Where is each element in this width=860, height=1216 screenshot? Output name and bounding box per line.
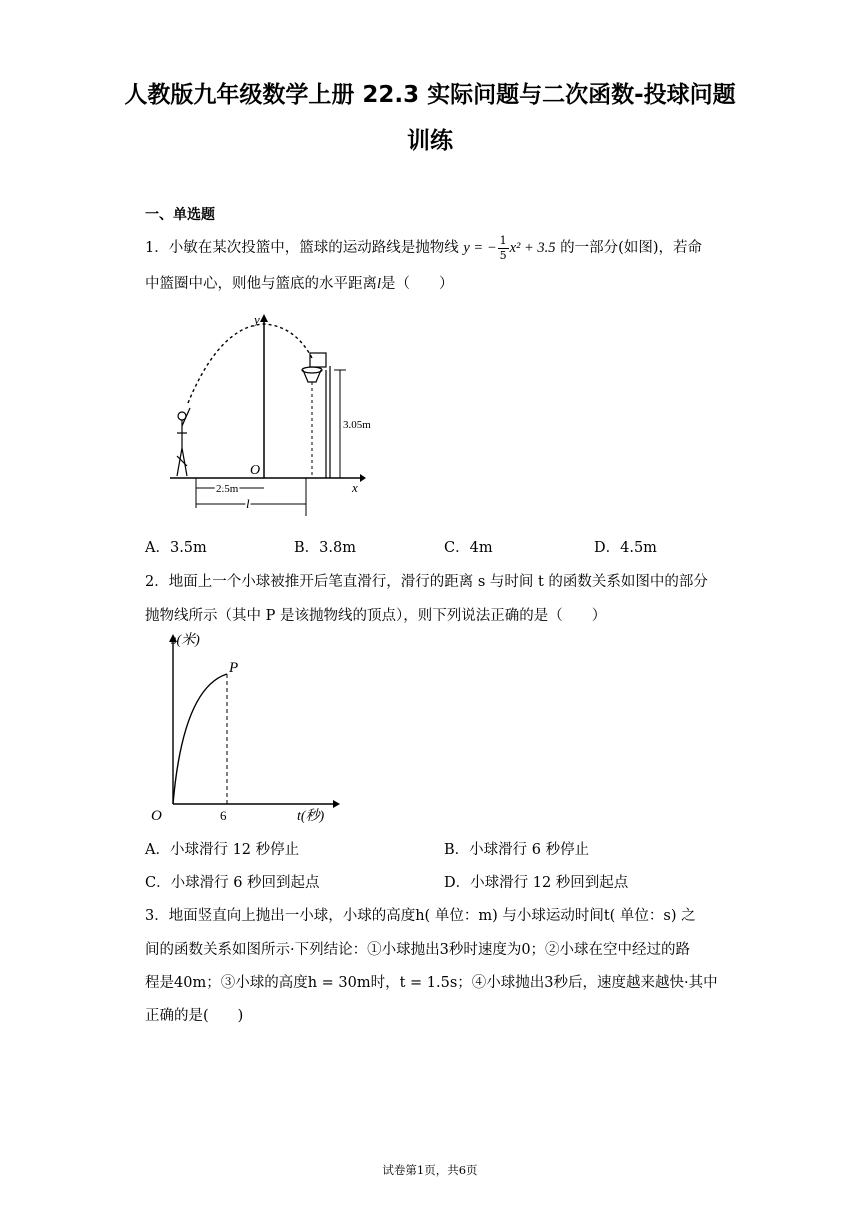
q2-t-label: t(秒) bbox=[297, 809, 325, 824]
q1-line1 bbox=[145, 232, 720, 265]
q3-line4: 正确的是( ) bbox=[145, 1008, 244, 1024]
q1-line2 bbox=[145, 268, 720, 301]
q1-prefix: 1．小敏在某次投篮中，篮球的运动路线是抛物线 bbox=[145, 240, 459, 256]
q1-option-c[interactable]: C．4m bbox=[444, 540, 493, 556]
doc-title-line2: 训练 bbox=[407, 128, 453, 154]
q2-s-label: s(米) bbox=[171, 633, 200, 648]
q1-y-label: y bbox=[254, 312, 260, 327]
q2-line1: 2．地面上一个小球被推开后笔直滑行，滑行的距离 s 与时间 t 的函数关系如图中的部分 bbox=[145, 574, 708, 590]
q1-line2-text: 中篮圈中心，则他与篮底的水平距离 bbox=[145, 276, 377, 292]
q1-y-arrow bbox=[260, 314, 268, 322]
q2-option-d[interactable]: D．小球滑行 12 秒回到起点 bbox=[444, 875, 629, 891]
q1-line2-end: 是（ ） bbox=[381, 276, 454, 292]
q3-line1: 3．地面竖直向上抛出一小球，小球的高度h( 单位：m) 与小球运动时间t( 单位：s) 之 bbox=[145, 908, 696, 924]
q1-hoop-icon bbox=[302, 353, 330, 478]
q1-formula-y: y = − bbox=[463, 240, 497, 256]
q1-option-b[interactable]: B．3.8m bbox=[294, 540, 356, 556]
q2-line2: 抛物线所示（其中 P 是该抛物线的顶点），则下列说法正确的是（ ） bbox=[145, 608, 607, 624]
q1-trajectory bbox=[188, 324, 312, 403]
q2-option-a[interactable]: A．小球滑行 12 秒停止 bbox=[145, 842, 300, 858]
q2-t-arrow bbox=[333, 800, 340, 808]
q1-fraction bbox=[498, 234, 509, 263]
q2-tick-label: 6 bbox=[220, 808, 227, 823]
q2-option-c[interactable]: C．小球滑行 6 秒回到起点 bbox=[145, 875, 320, 891]
q1-var-l: l bbox=[377, 276, 382, 292]
q2-sliding-ball-figure bbox=[145, 628, 345, 828]
q1-height-label: 3.05m bbox=[343, 419, 371, 431]
q3-line2: 间的函数关系如图所示·下列结论：①小球抛出3秒时速度为0；②小球在空中经过的路 bbox=[145, 942, 691, 958]
q1-frac-num: 1 bbox=[499, 233, 507, 247]
q1-frac-den: 5 bbox=[499, 248, 507, 262]
q1-player-icon bbox=[177, 408, 190, 476]
q1-origin-label: O bbox=[250, 463, 261, 478]
q1-dim-25-label: 2.5m bbox=[216, 483, 239, 495]
q2-vertex-label: P bbox=[229, 660, 239, 676]
q1-x-arrow bbox=[360, 474, 366, 482]
doc-title-line1: 人教版九年级数学上册 22.3 实际问题与二次函数-投球问题 bbox=[124, 82, 736, 108]
q3-line3: 程是40m；③小球的高度h = 30m时，t = 1.5s；④小球抛出3秒后，速度越来越快·其中 bbox=[145, 975, 718, 991]
q2-option-b[interactable]: B．小球滑行 6 秒停止 bbox=[444, 842, 590, 858]
q1-option-a[interactable]: A．3.5m bbox=[145, 540, 207, 556]
section-heading: 一、单选题 bbox=[145, 207, 215, 223]
q2-parabola bbox=[173, 674, 227, 804]
q1-formula-rest: x² + 3.5 bbox=[509, 240, 556, 256]
page-footer: 试卷第1页，共6页 bbox=[382, 1163, 478, 1177]
q1-dim-l-label: l bbox=[246, 496, 250, 511]
q1-x-label: x bbox=[352, 480, 358, 495]
q2-origin-label: O bbox=[151, 808, 162, 824]
q1-suffix: 的一部分(如图)，若命 bbox=[560, 240, 702, 256]
q1-basketball-figure bbox=[160, 308, 380, 523]
q1-option-d[interactable]: D．4.5m bbox=[594, 540, 657, 556]
